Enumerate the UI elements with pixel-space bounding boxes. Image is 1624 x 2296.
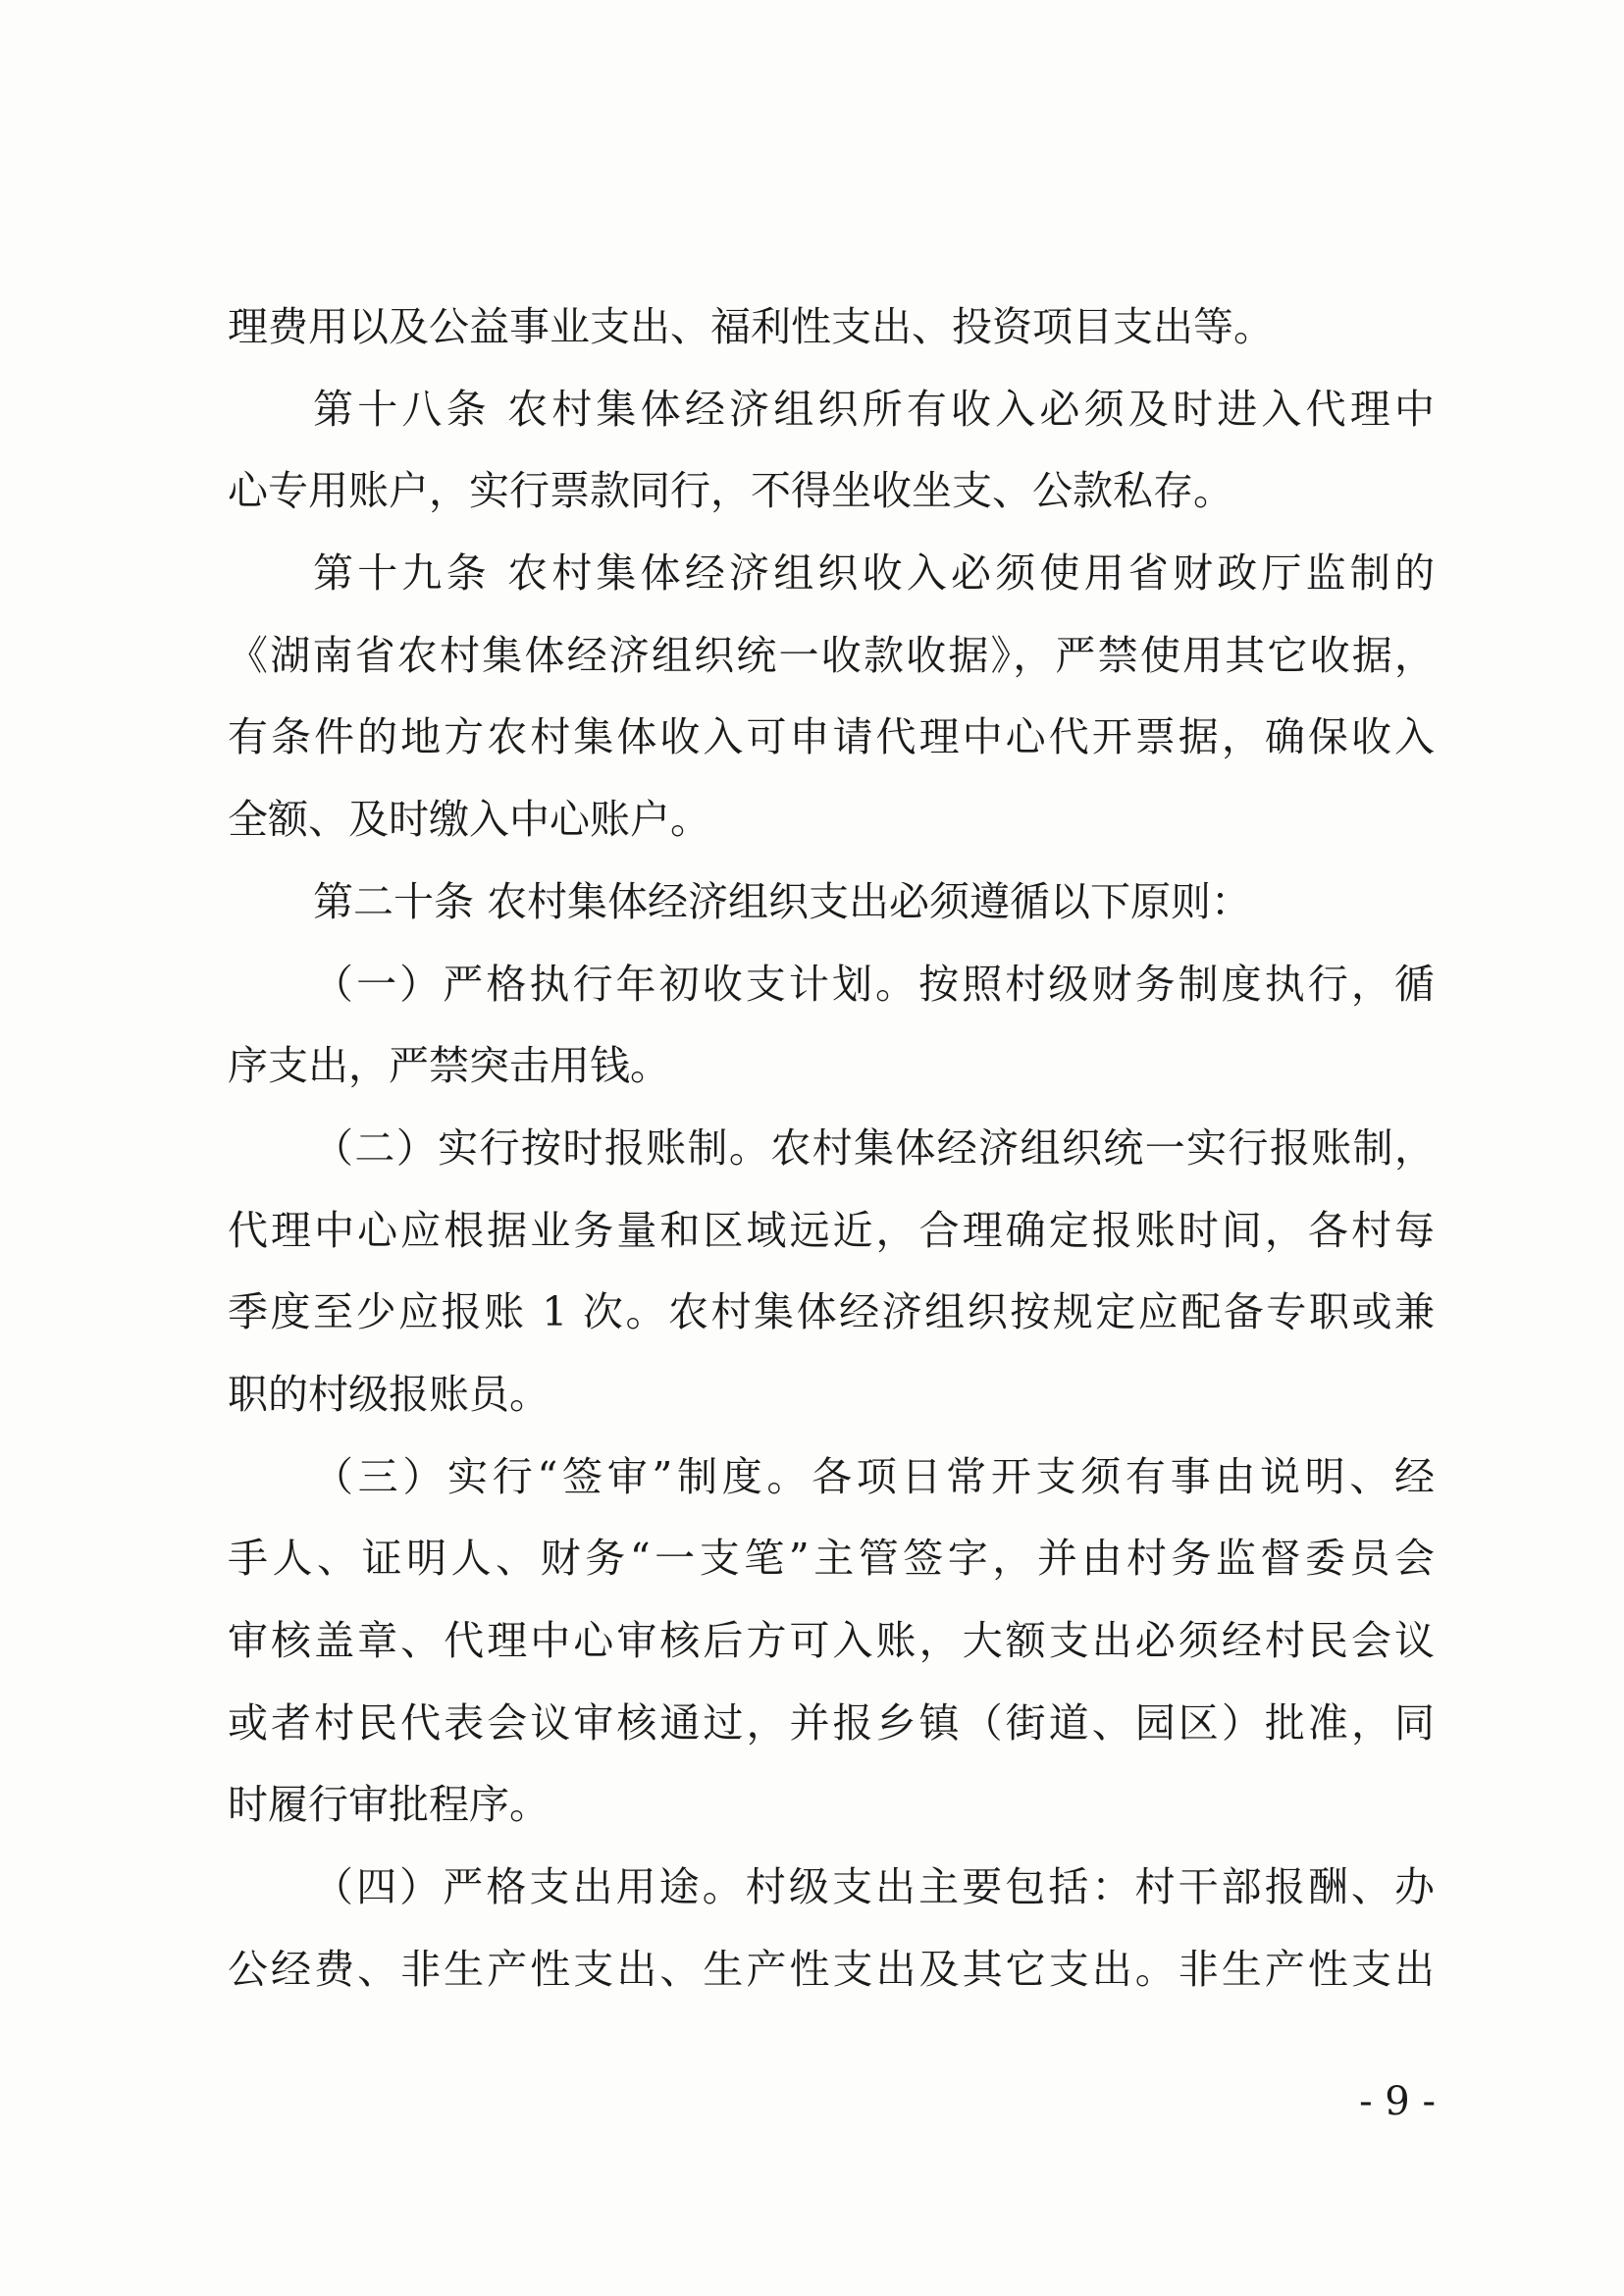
text-line: 或者村民代表会议审核通过，并报乡镇（街道、园区）批准，同: [228, 1699, 1435, 1747]
text-line: 审核盖章、代理中心审核后方可入账，大额支出必须经村民会议: [228, 1617, 1435, 1664]
text-line: 公经费、非生产性支出、生产性支出及其它支出。非生产性支出: [228, 1946, 1435, 1993]
article-19-heading-line: 第十九条 农村集体经济组织收入必须使用省财政厅监制的: [313, 549, 1435, 597]
clause-2-line: （二）实行按时报账制。农村集体经济组织统一实行报账制，: [313, 1124, 1435, 1172]
text-line: 职的村级报账员。: [228, 1371, 550, 1418]
text-line: 手人、证明人、财务“一支笔”主管签字，并由村务监督委员会: [228, 1535, 1435, 1582]
text-line: 季度至少应报账 1 次。农村集体经济组织按规定应配备专职或兼: [228, 1288, 1435, 1335]
text-line: 有条件的地方农村集体收入可申请代理中心代开票据，确保收入: [228, 713, 1435, 760]
clause-3-line: （三）实行“签审”制度。各项日常开支须有事由说明、经: [313, 1453, 1435, 1500]
article-20-heading-line: 第二十条 农村集体经济组织支出必须遵循以下原则：: [313, 878, 1252, 925]
text-line: 《湖南省农村集体经济组织统一收款收据》，严禁使用其它收据，: [228, 632, 1435, 679]
page-number: - 9 -: [1359, 2079, 1436, 2124]
text-line: 代理中心应根据业务量和区域远近，合理确定报账时间，各村每: [228, 1207, 1435, 1254]
text-line: 序支出，严禁突击用钱。: [228, 1042, 670, 1089]
text-line: 理费用以及公益事业支出、福利性支出、投资项目支出等。: [228, 303, 1274, 350]
text-line: 全额、及时缴入中心账户。: [228, 796, 710, 843]
clause-4-line: （四）严格支出用途。村级支出主要包括：村干部报酬、办: [313, 1863, 1435, 1910]
text-line: 心专用账户，实行票款同行，不得坐收坐支、公款私存。: [228, 467, 1233, 514]
article-18-heading-line: 第十八条 农村集体经济组织所有收入必须及时进入代理中: [313, 386, 1435, 433]
clause-1-line: （一）严格执行年初收支计划。按照村级财务制度执行，循: [313, 961, 1435, 1008]
text-line: 时履行审批程序。: [228, 1781, 550, 1828]
